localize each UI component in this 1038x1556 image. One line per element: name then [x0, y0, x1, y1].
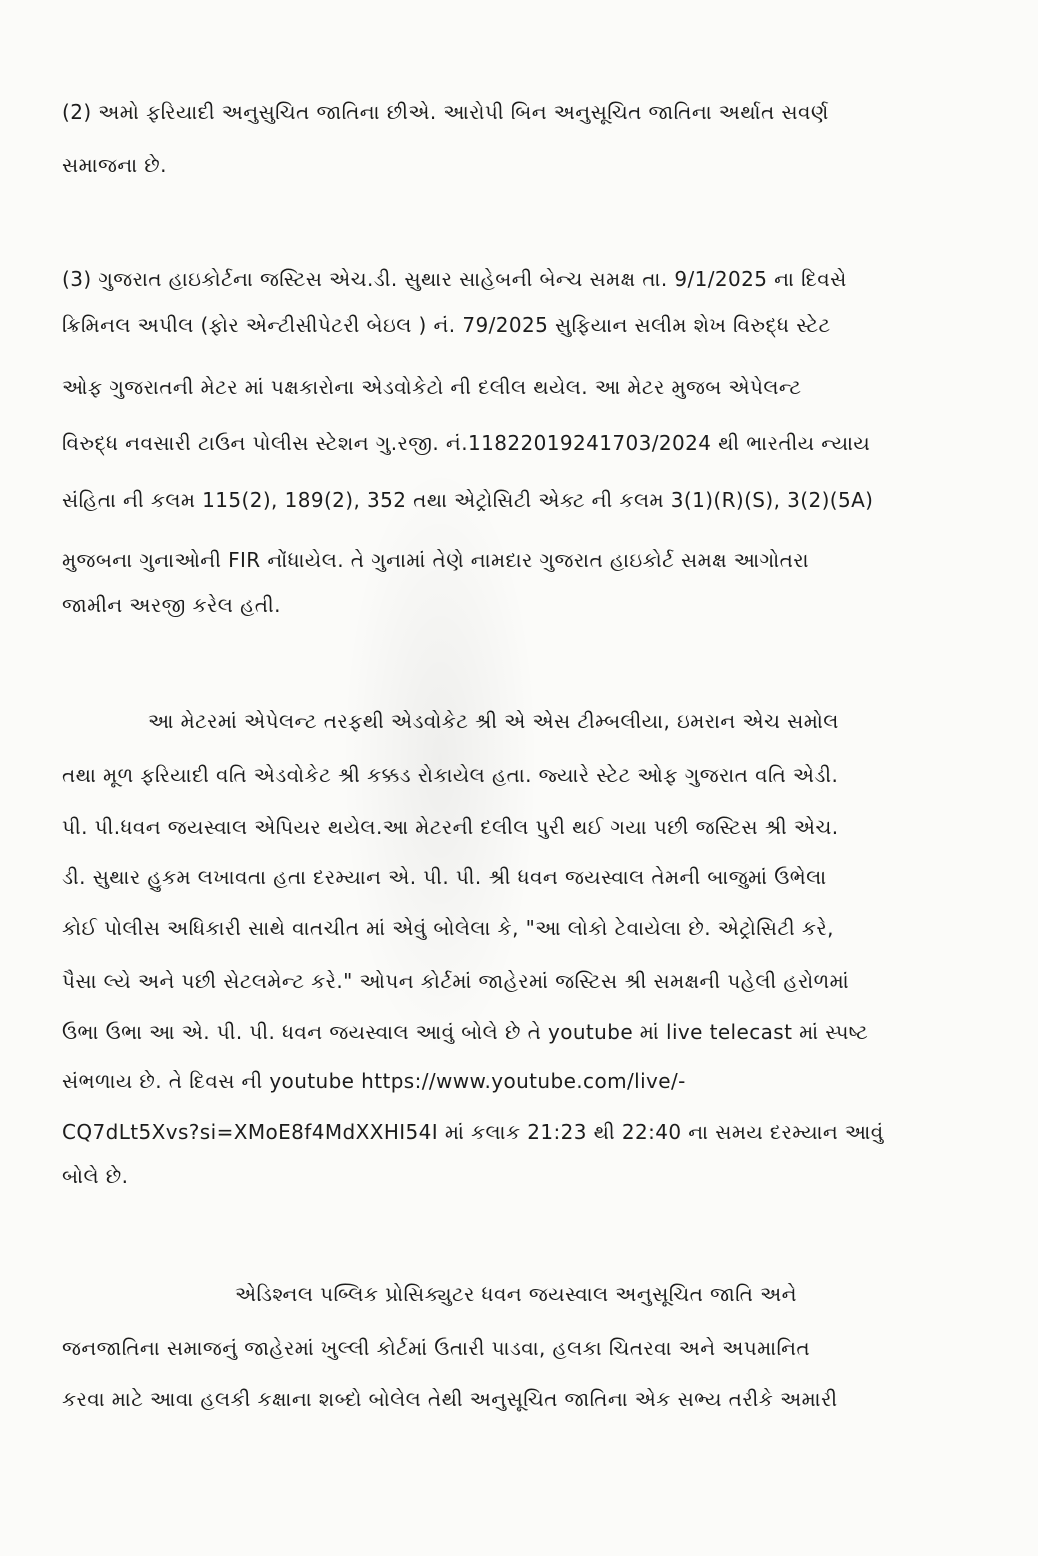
paragraph-5-line-1: એડિશ્નલ પબ્લિક પ્રોસિક્યુટર ધવન જયસ્વાલ અનુસૂચિત જાતિ અને	[235, 1282, 797, 1306]
paragraph-5-line-2: જનજાતિના સમાજનું જાહેરમાં ખુલ્લી કોર્ટમાં ઉતારી પાડવા, હલકા ચિતરવા અને અપમાનિત	[62, 1336, 811, 1360]
paragraph-3-line-4: વિરુદ્ધ નવસારી ટાઉન પોલીસ સ્ટેશન ગુ.રજી. નં.11822019241703/2024 થી ભારતીય ન્યાય	[62, 431, 871, 455]
paragraph-3-line-1: (3) ગુજરાત હાઇકોર્ટના જસ્ટિસ એચ.ડી. સુથાર સાહેબની બેન્ચ સમક્ષ તા. 9/1/2025 ના દિવસે	[62, 267, 847, 291]
paragraph-4-line-10: બોલે છે.	[62, 1164, 129, 1188]
paragraph-4-line-4: ડી. સુથાર હુકમ લખાવતા હતા દરમ્યાન એ. પી. પી. શ્રી ધવન જયસ્વાલ તેમની બાજુમાં ઉભેલા	[62, 865, 827, 889]
paragraph-2-line-1: (2) અમો ફરિયાદી અનુસુચિત જાતિના છીએ. આરોપી બિન અનુસૂચિત જાતિના અર્થાત સવર્ણ	[62, 100, 829, 124]
paragraph-3-line-7: જામીન અરજી કરેલ હતી.	[62, 593, 281, 617]
paragraph-4-line-7: ઉભા ઉભા આ એ. પી. પી. ધવન જયસ્વાલ આવું બોલે છે તે youtube માં live telecast માં સ્પષ્ટ	[62, 1020, 869, 1044]
paragraph-4-line-9: CQ7dLt5Xvs?si=XMoE8f4MdXXHI54I માં કલાક 21:23 થી 22:40 ના સમય દરમ્યાન આવું	[62, 1120, 884, 1144]
paragraph-4-line-6: પૈસા લ્યે અને પછી સેટલમેન્ટ કરે." ઓપન કોર્ટમાં જાહેરમાં જસ્ટિસ શ્રી સમક્ષની પહેલી હરોળમાં	[62, 969, 850, 993]
paragraph-3-line-6: મુજબના ગુનાઓની FIR નોંધાયેલ. તે ગુનામાં તેણે નામદાર ગુજરાત હાઇકોર્ટ સમક્ષ આગોતરા	[62, 548, 809, 572]
paragraph-3-line-5: સંહિતા ની કલમ 115(2), 189(2), 352 તથા એટ્રોસિટી એક્ટ ની કલમ 3(1)(R)(S), 3(2)(5A)	[62, 488, 874, 512]
paragraph-4-line-5: કોઈ પોલીસ અધિકારી સાથે વાતચીત માં એવું બોલેલા કે, "આ લોકો ટેવાયેલા છે. એટ્રોસિટી કરે,	[62, 916, 834, 940]
paragraph-3-line-3: ઓફ ગુજરાતની મેટર માં પક્ષકારોના એડવોકેટો ની દલીલ થયેલ. આ મેટર મુજબ એપેલન્ટ	[62, 375, 802, 399]
paragraph-5-line-3: કરવા માટે આવા હલકી કક્ષાના શબ્દો બોલેલ તેથી અનુસૂચિત જાતિના એક સભ્ય તરીકે અમારી	[62, 1387, 838, 1411]
paragraph-4-line-3: પી. પી.ધવન જયસ્વાલ એપિયર થયેલ.આ મેટરની દલીલ પુરી થઈ ગયા પછી જસ્ટિસ શ્રી એચ.	[62, 815, 839, 839]
paragraph-4-line-1: આ મેટરમાં એપેલન્ટ તરફથી એડવોકેટ શ્રી એ એસ ટીમ્બલીયા, ઇમરાન એચ સમોલ	[148, 709, 839, 733]
paragraph-4-line-8: સંભળાય છે. તે દિવસ ની youtube https://www.youtube.com/live/-	[62, 1069, 686, 1093]
paragraph-2-line-2: સમાજના છે.	[62, 153, 167, 177]
paragraph-3-line-2: ક્રિમિનલ અપીલ (ફોર એન્ટીસીપેટરી બેઇલ ) નં. 79/2025 સુફિયાન સલીમ શેખ વિરુદ્ધ સ્ટેટ	[62, 313, 831, 337]
paragraph-4-line-2: તથા મૂળ ફરિયાદી વતિ એડવોકેટ શ્રી કક્કડ રોકાયેલ હતા. જ્યારે સ્ટેટ ઓફ ગુજરાત વતિ એડી.	[62, 763, 839, 787]
